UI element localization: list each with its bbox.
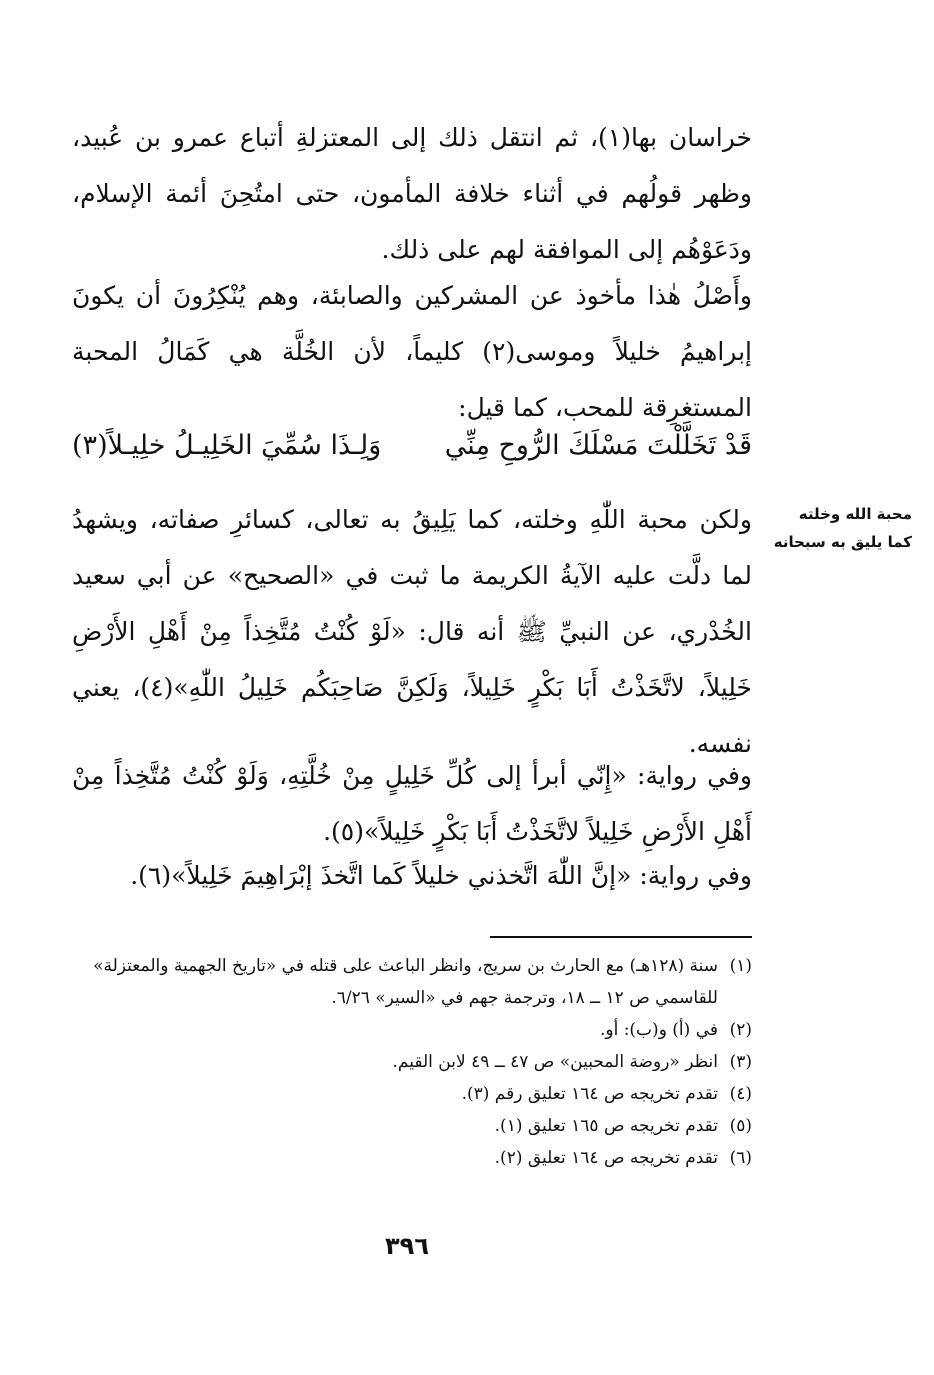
margin-heading: محبة الله وخلته كما يليق به سبحانه — [773, 505, 912, 551]
footnote-text: تقدم تخريجه ص ١٦٤ تعليق (٢). — [494, 1148, 718, 1168]
footnote-number: (٢) — [729, 1020, 752, 1040]
footnote-3 — [78, 1046, 752, 1078]
footnote-2 — [78, 1014, 752, 1046]
body-paragraph-4: وفي رواية: «إِنّي أبرأ إلى كُلِّ خَلِيلٍ مِنْ خُلَّتِهِ، وَلَوْ كُنْتُ مُتَّخِذاً مِنْ أَهْلِ الأَرْضِ خَلِيلاً لاتَّخَذْتُ أَبَا بَكْرٍ خَلِيلاً»(٥). — [72, 761, 752, 846]
verse-second-hemistich: وَلِـذَا سُمِّيَ الخَلِيـلُ خلِيـلاً(٣) — [72, 430, 382, 461]
footnote-5 — [78, 1110, 752, 1142]
body-paragraph-2: وأَصْلُ هٰذا مأخوذ عن المشركين والصابئة، وهم يُنْكِرُونَ أن يكونَ إبراهيمُ خليلاً وموسى(٢) كليماً، لأن الخُلَّة هي كَمَالُ المحبة المستغرِقة للمحب، كما قيل: — [72, 281, 752, 422]
footnote-4 — [78, 1078, 752, 1110]
footnotes-section — [78, 950, 752, 1174]
footnote-number: (٣) — [729, 1052, 752, 1072]
page-number: ٣٩٦ — [385, 1232, 429, 1260]
verse-first-hemistich: قَدْ تَخَلَّلْتَ مَسْلَكَ الرُّوحِ مِنِّي — [444, 430, 752, 461]
footnote-number: (١) — [729, 956, 752, 976]
footnote-6 — [78, 1142, 752, 1174]
footnote-number: (٦) — [729, 1148, 752, 1168]
footnote-number: (٥) — [729, 1116, 752, 1136]
body-paragraph-1: خراسان بها(١)، ثم انتقل ذلك إلى المعتزلةِ أتباع عمرو بن عُبيد، وظهر قولُهم في أثناء خلافة المأمون، حتى امتُحِنَ أئمة الإسلام، ودَعَوْهُم إلى الموافقة لهم على ذلك. — [72, 123, 752, 264]
footnote-number: (٤) — [729, 1084, 752, 1104]
body-paragraph-3: ولكن محبة اللّٰهِ وخلته، كما يَلِيقُ به تعالى، كسائرِ صفاته، ويشهدُ لما دلَّت عليه الآيةُ الكريمة ما ثبت في «الصحيح» عن أبي سعيد الخُدْري، عن النبيِّ ﷺ أنه قال: «لَوْ كُنْتُ مُتَّخِذاً مِنْ أَهْلِ الأَرْضِ خَلِيلاً، لاتَّخَذْتُ أَبَا بَكْرٍ خَلِيلاً، وَلَكِنَّ صَاحِبَكُم خَلِيلُ اللّٰهِ»(٤)، يعني نفسه. — [72, 505, 753, 758]
poetry-verse — [72, 418, 752, 478]
body-paragraph-5: وفي رواية: «إنَّ اللّٰهَ اتَّخذني خليلاً كَما اتَّخذَ إبْرَاهِيمَ خَلِيلاً»(٦). — [130, 861, 752, 890]
footnote-1 — [78, 950, 752, 1014]
footnote-text: انظر «روضة المحبين» ص ٤٧ ــ ٤٩ لابن القيم. — [392, 1052, 718, 1072]
footnote-text: سنة (١٢٨هـ) مع الحارث بن سريج، وانظر الباعث على قتله في «تاريخ الجهمية والمعتزلة» للقاسمي ص ١٢ ــ ١٨، وترجمة جهم في «السير» ٦/٢٦. — [93, 956, 718, 1008]
footnote-text: في (أ) و(ب): أو. — [599, 1020, 718, 1040]
footnote-text: تقدم تخريجه ص ١٦٤ تعليق رقم (٣). — [461, 1084, 718, 1104]
footnote-text: تقدم تخريجه ص ١٦٥ تعليق (١). — [494, 1116, 718, 1136]
footnote-divider — [490, 936, 752, 938]
